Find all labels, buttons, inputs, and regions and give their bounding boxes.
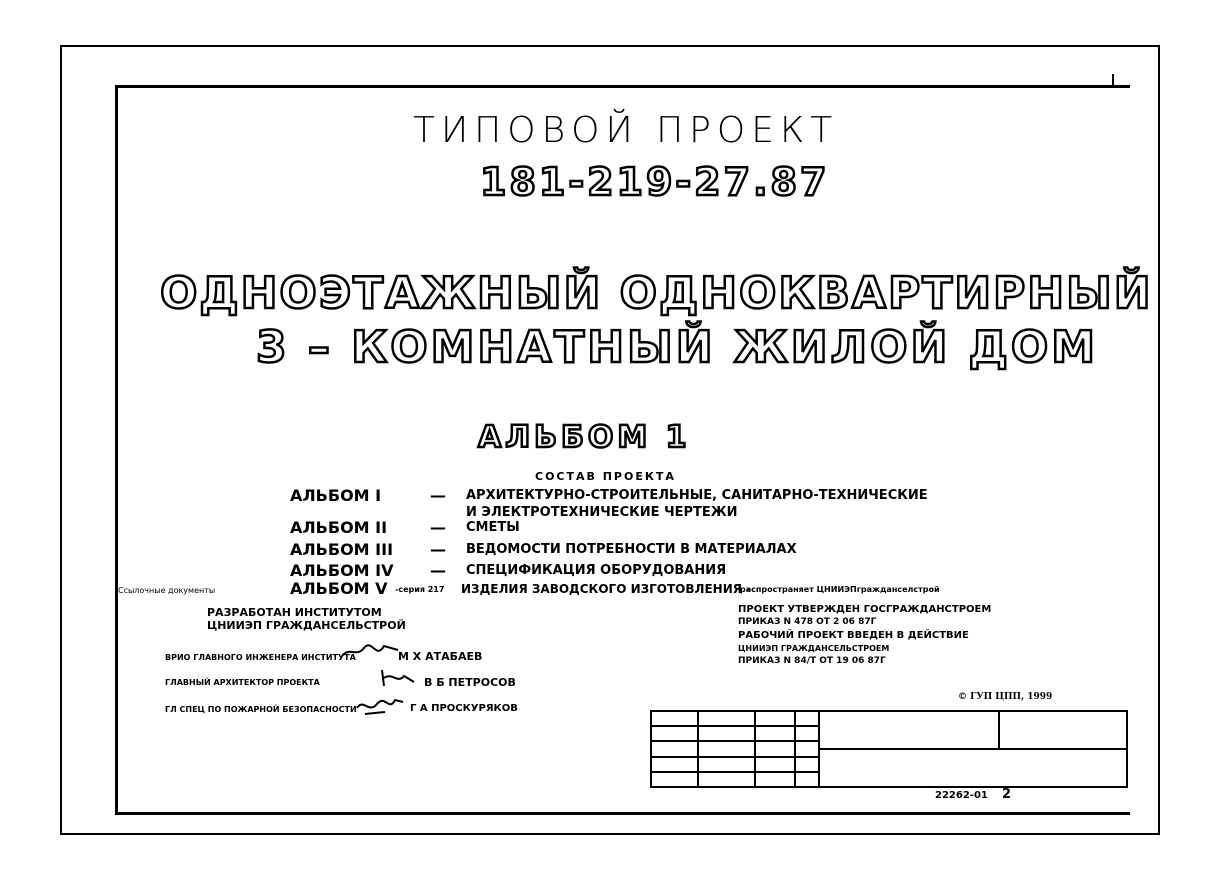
- album-3-label: АЛЬБОМ III: [290, 540, 394, 559]
- composition-label: СОСТАВ ПРОЕКТА: [535, 470, 676, 483]
- signatory-name-1: М Х АТАБАЕВ: [398, 650, 483, 663]
- project-number: 181-219-27.87: [480, 160, 830, 204]
- approval-line4: ЦНИИЭП ГРАЖДАНСЕЛЬСТРОЕМ: [738, 644, 890, 653]
- album-5-desc: ИЗДЕЛИЯ ЗАВОДСКОГО ИЗГОТОВЛЕНИЯ -: [461, 582, 752, 596]
- album-2-dash: —: [430, 518, 446, 537]
- signatory-name-3: Г А ПРОСКУРЯКОВ: [410, 703, 518, 714]
- sheet-code: 22262-01: [935, 790, 988, 801]
- album-5-label: АЛЬБОМ V: [290, 579, 388, 598]
- album-1-desc: АРХИТЕКТУРНО-СТРОИТЕЛЬНЫЕ, САНИТАРНО-ТЕХНИЧЕСКИЕ: [466, 488, 928, 503]
- album-5-distributor: распространяет ЦНИИЭПгражданселстрой: [740, 585, 940, 594]
- approval-line1: ПРОЕКТ УТВЕРЖДЕН ГОСГРАЖДАНСТРОЕМ: [738, 604, 992, 615]
- title-block: [650, 710, 1128, 788]
- album-4-desc: СПЕЦИФИКАЦИЯ ОБОРУДОВАНИЯ: [466, 563, 727, 578]
- building-title-line1: ОДНОЭТАЖНЫЙ ОДНОКВАРТИРНЫЙ: [160, 268, 1153, 319]
- album-2-label: АЛЬБОМ II: [290, 518, 388, 537]
- signature-3: [355, 694, 405, 718]
- approval-line3: РАБОЧИЙ ПРОЕКТ ВВЕДЕН В ДЕЙСТВИЕ: [738, 630, 969, 641]
- signatory-role-3: ГЛ СПЕЦ ПО ПОЖАРНОЙ БЕЗОПАСНОСТИ: [165, 705, 357, 714]
- album-1-dash: —: [430, 486, 446, 505]
- signatory-role-1: ВРИО ГЛАВНОГО ИНЖЕНЕРА ИНСТИТУТА: [165, 653, 356, 662]
- title-block-divider: [818, 748, 1128, 750]
- album-4-label: АЛЬБОМ IV: [290, 561, 394, 580]
- signatory-name-2: В Б ПЕТРОСОВ: [424, 676, 516, 689]
- album-4-dash: —: [430, 561, 446, 580]
- title-block-grid-left: [650, 710, 820, 788]
- developer-line1: РАЗРАБОТАН ИНСТИТУТОМ: [207, 606, 382, 619]
- signature-1: [340, 640, 400, 662]
- developer-line2: ЦНИИЭП ГРАЖДАНСЕЛЬСТРОЙ: [207, 619, 406, 632]
- project-type-title: ТИПОВОЙ ПРОЕКТ: [413, 110, 839, 151]
- album-3-dash: —: [430, 540, 446, 559]
- approval-line2: ПРИКАЗ N 478 ОТ 2 06 87Г: [738, 617, 877, 627]
- sheet-number: 2: [1002, 787, 1012, 802]
- album-title: АЛЬБОМ 1: [478, 420, 691, 455]
- building-title-line2: 3 – КОМНАТНЫЙ ЖИЛОЙ ДОМ: [256, 322, 1099, 373]
- album-1-desc2: И ЭЛЕКТРОТЕХНИЧЕСКИЕ ЧЕРТЕЖИ: [466, 505, 738, 520]
- title-block-vertical: [998, 710, 1000, 750]
- album-3-desc: ВЕДОМОСТИ ПОТРЕБНОСТИ В МАТЕРИАЛАХ: [466, 542, 797, 557]
- album-1-label: АЛЬБОМ I: [290, 486, 382, 505]
- approval-line5: ПРИКАЗ N 84/Т ОТ 19 06 87Г: [738, 656, 886, 666]
- album-2-desc: СМЕТЫ: [466, 520, 520, 535]
- frame-tick: [1112, 74, 1114, 88]
- reference-docs-label: Ссылочные документы: [118, 586, 216, 595]
- copyright-note: © ГУП ЦПП, 1999: [958, 692, 1053, 702]
- signatory-role-2: ГЛАВНЫЙ АРХИТЕКТОР ПРОЕКТА: [165, 678, 320, 687]
- album-5-series: -серия 217: [395, 585, 445, 594]
- signature-2: [378, 666, 418, 690]
